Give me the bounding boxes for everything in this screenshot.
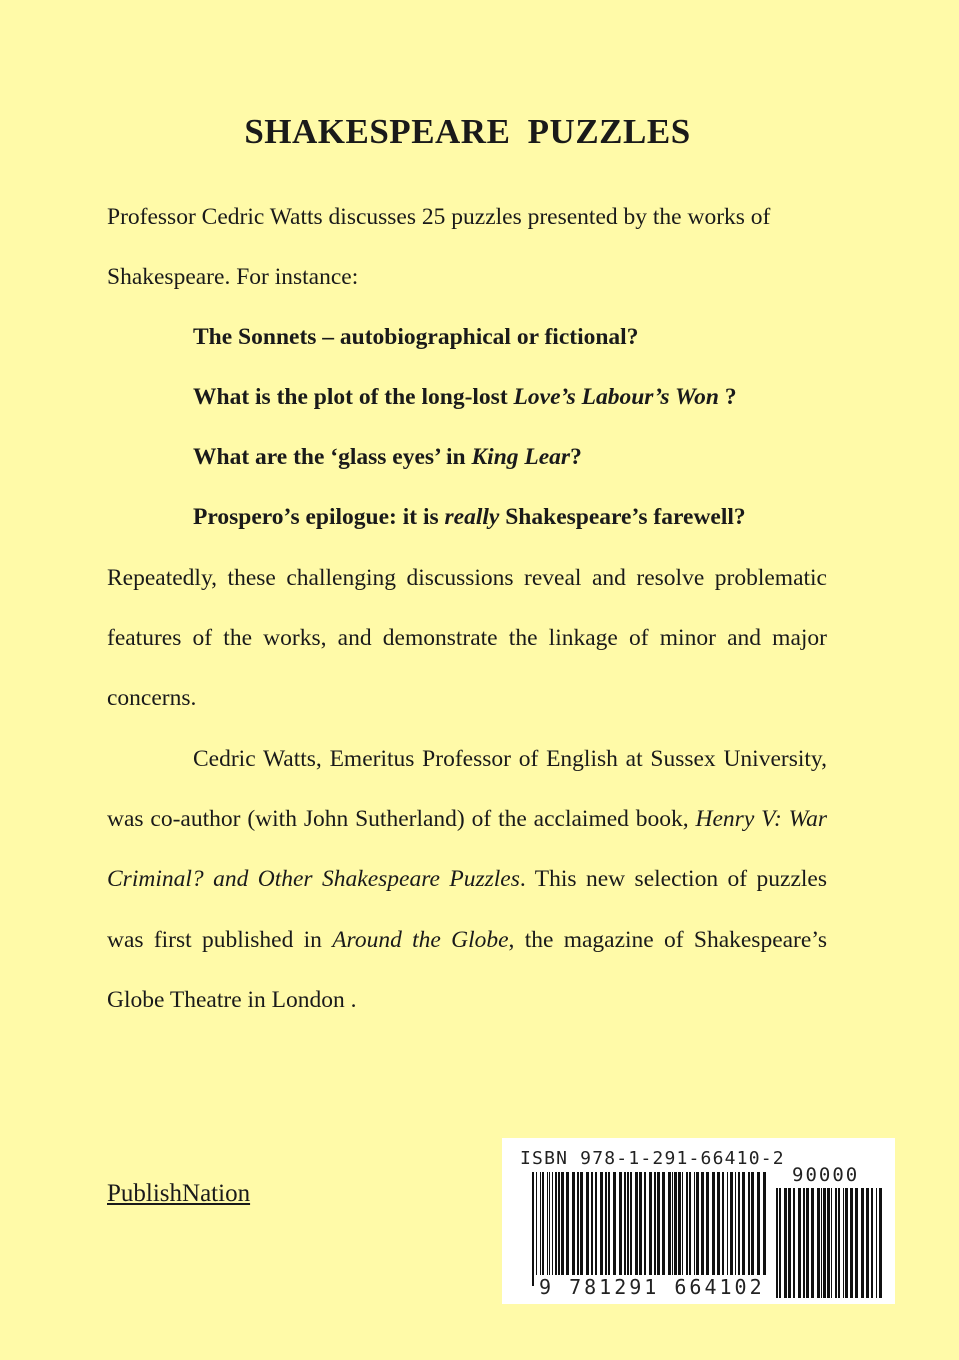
question-text: What are the ‘glass eyes’ in	[193, 444, 472, 470]
barcode-bar	[803, 1188, 805, 1298]
barcode-bar	[654, 1172, 656, 1276]
intro-paragraph: Professor Cedric Watts discusses 25 puzzles presented by the works of Shakespeare. For instance:	[107, 204, 771, 291]
barcode-bar	[595, 1172, 597, 1276]
barcode-bar	[532, 1172, 534, 1286]
barcode-bar	[689, 1172, 691, 1276]
barcode-bar	[635, 1172, 638, 1276]
barcode-bar	[600, 1172, 603, 1276]
barcode-bar	[730, 1172, 733, 1276]
barcode-bar	[763, 1172, 766, 1276]
barcode-bar	[831, 1188, 832, 1298]
barcode-bar	[577, 1172, 579, 1276]
emphasis: really	[444, 504, 500, 530]
barcode-bar	[682, 1172, 683, 1276]
question-text: Prospero’s epilogue: it is	[193, 504, 445, 530]
barcode-bar	[727, 1172, 728, 1286]
barcode-bar	[722, 1172, 724, 1286]
barcode-bar	[850, 1188, 853, 1298]
barcode-bar	[561, 1172, 564, 1276]
summary-paragraph: Repeatedly, these challenging discussions reveal and resolve problematic features of the works, and demonstrate the linkage of minor and major concerns.	[107, 565, 827, 712]
barcode-bar	[706, 1172, 709, 1276]
question-text: ?	[570, 444, 582, 470]
barcode-bar	[811, 1188, 814, 1298]
barcode-bar	[668, 1172, 671, 1276]
question-prospero	[193, 502, 746, 532]
barcode-bar	[793, 1188, 795, 1298]
barcode-bar	[630, 1172, 632, 1276]
question-sonnets: The Sonnets – autobiographical or fictional?	[193, 324, 639, 350]
barcode-bar	[627, 1172, 629, 1286]
bio-text: . This new selection of puzzles was first published in	[107, 866, 828, 953]
barcode-bar	[757, 1172, 760, 1276]
bio-text: , the magazine of Shakespeare’s Globe Theatre in London .	[107, 926, 827, 1013]
question-king-lear	[193, 442, 582, 472]
barcode-bar	[838, 1188, 840, 1298]
barcode-bar	[735, 1172, 736, 1276]
barcode-bar	[788, 1188, 791, 1298]
isbn-label: ISBN 978-1-291-66410-2	[520, 1148, 785, 1169]
barcode-bar	[619, 1172, 622, 1276]
barcode-bar	[552, 1172, 553, 1276]
barcode-bar	[712, 1172, 715, 1276]
barcode-bar	[806, 1188, 809, 1298]
barcode-bar	[536, 1172, 537, 1286]
barcode-bar	[843, 1188, 844, 1298]
price-code: 90000	[792, 1164, 860, 1186]
bio-paragraph	[107, 729, 827, 1030]
barcode-bar	[591, 1172, 593, 1276]
barcode-bar	[835, 1188, 837, 1298]
publisher-name: PublishNation	[107, 1180, 251, 1207]
question-text: Shakespeare’s farewell?	[499, 504, 746, 530]
barcode-bar	[608, 1172, 610, 1276]
barcode-bar	[855, 1188, 858, 1298]
barcode-bar	[861, 1188, 864, 1298]
barcode-bar	[871, 1188, 873, 1298]
barcode-bar	[624, 1172, 626, 1286]
barcode-bar	[662, 1172, 665, 1276]
barcode-bar	[686, 1172, 688, 1276]
barcode-bar	[644, 1172, 646, 1276]
barcode-bar	[821, 1188, 822, 1298]
barcode-bar	[784, 1188, 787, 1298]
barcode-bar	[776, 1188, 778, 1298]
question-text: What is the plot of the long-lost	[193, 384, 514, 410]
barcode-bar	[558, 1172, 560, 1276]
barcode-bar	[694, 1172, 695, 1276]
barcode-bar	[674, 1172, 677, 1276]
barcode-bar	[742, 1172, 745, 1276]
barcode-bar	[879, 1188, 882, 1298]
barcode-bar	[701, 1172, 704, 1276]
barcode-bar	[866, 1188, 869, 1298]
barcode-bar	[696, 1172, 699, 1276]
barcode-bar	[566, 1172, 569, 1276]
barcode-bar	[639, 1172, 642, 1276]
barcode-bar	[748, 1172, 750, 1276]
isbn-barcode	[502, 1138, 895, 1304]
play-title: King Lear	[471, 444, 571, 470]
barcode-bar	[845, 1188, 848, 1298]
book-title: SHAKESPEARE PUZZLES	[244, 112, 691, 151]
barcode-bar	[586, 1172, 589, 1276]
barcode-bar	[798, 1188, 801, 1298]
question-text: ?	[718, 384, 737, 410]
barcode-bar	[672, 1172, 673, 1276]
barcode-bar	[717, 1172, 720, 1276]
barcode-bar	[738, 1172, 740, 1276]
barcode-bar	[555, 1172, 557, 1276]
barcode-bar	[678, 1172, 681, 1276]
bio-text: Cedric Watts, Emeritus Professor of English at Sussex University, was co-author (with John Sutherland) of the acclaimed book,	[107, 746, 827, 833]
barcode-bar	[817, 1188, 820, 1298]
barcode-bar	[572, 1172, 575, 1276]
barcode-bar	[542, 1172, 544, 1276]
barcode-bar	[613, 1172, 616, 1276]
book-reference: Henry V: War Criminal? and Other Shakespeare Puzzles	[107, 806, 827, 893]
question-loves-labours-won	[193, 382, 737, 412]
ean-digits: 9 781291 664102	[536, 1275, 768, 1299]
barcode-bar	[605, 1172, 607, 1276]
barcode-bar	[823, 1188, 826, 1298]
barcode-bar	[649, 1172, 652, 1276]
barcode-bar	[547, 1172, 548, 1276]
barcode-bar	[827, 1188, 830, 1298]
barcode-bar	[751, 1172, 754, 1276]
barcode-bar	[779, 1188, 781, 1298]
barcode-bar	[657, 1172, 660, 1276]
barcode-bar	[580, 1172, 583, 1276]
barcode-bar	[549, 1172, 550, 1276]
barcode-bar	[876, 1188, 877, 1298]
play-title: Love’s Labour’s Won	[513, 384, 719, 410]
barcode-bar	[540, 1172, 541, 1276]
magazine-reference: Around the Globe	[332, 926, 509, 953]
